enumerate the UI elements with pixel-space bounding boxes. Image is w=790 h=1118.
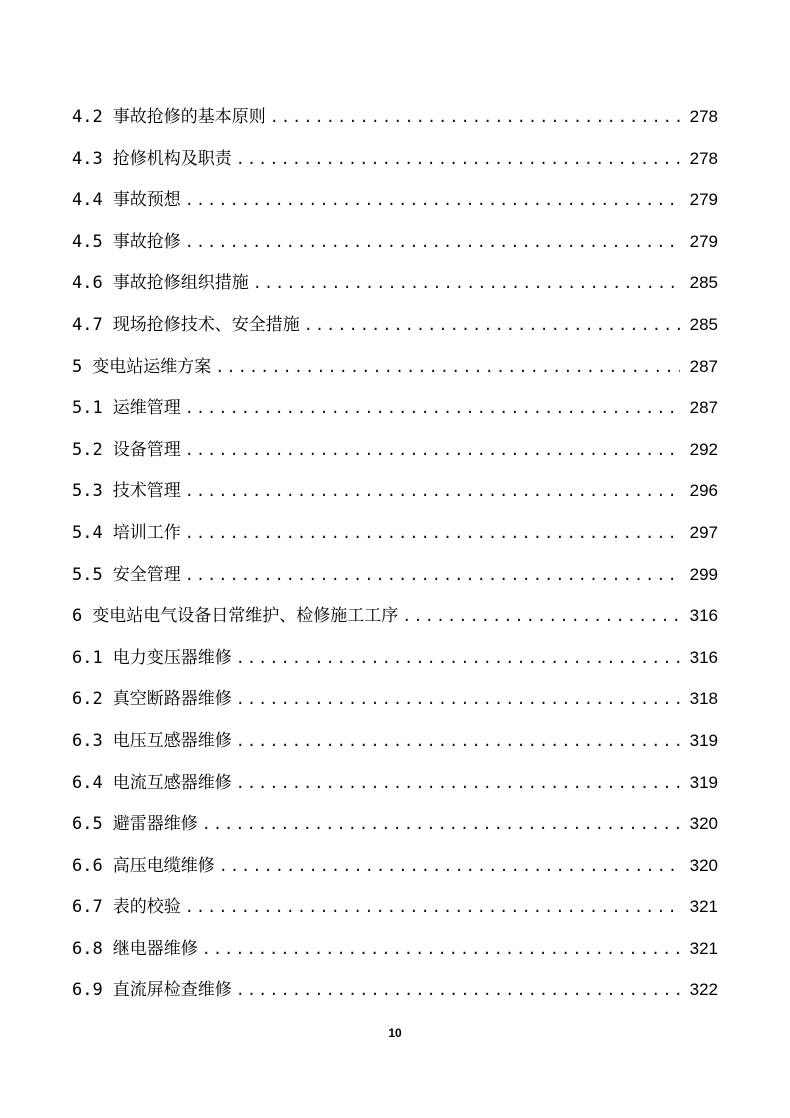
- toc-section-title: 真空断路器维修: [112, 689, 232, 710]
- toc-page-number: 287: [689, 356, 718, 376]
- toc-dot-leader: [215, 347, 680, 389]
- toc-page-number: 285: [689, 314, 718, 334]
- toc-section-number: 4.7: [72, 314, 103, 335]
- toc-entry-label: [72, 305, 300, 347]
- toc-entry[interactable]: [72, 138, 718, 180]
- toc-entry[interactable]: [72, 678, 718, 720]
- toc-section-number: 6.8: [72, 938, 103, 959]
- toc-dot-leader: [185, 430, 680, 472]
- toc-page-number: 320: [689, 855, 718, 875]
- toc-page-number: 321: [689, 897, 718, 917]
- toc-section-number: 4.4: [72, 190, 103, 211]
- toc-page-number: 296: [689, 481, 718, 501]
- toc-page-number: 279: [689, 190, 718, 210]
- toc-dot-leader: [402, 596, 680, 638]
- toc-section-number: 5.4: [72, 522, 103, 543]
- toc-page-number: 321: [689, 938, 718, 958]
- toc-page-number: 279: [689, 231, 718, 251]
- toc-section-number: 6.6: [72, 855, 103, 876]
- toc-dot-leader: [236, 679, 680, 721]
- toc-section-number: 5: [72, 356, 83, 377]
- toc-page-number: 297: [689, 522, 718, 542]
- toc-entry[interactable]: [72, 346, 718, 388]
- toc-dot-leader: [185, 555, 680, 597]
- toc-entry-label: [72, 763, 232, 805]
- toc-page-number: 322: [689, 980, 718, 1000]
- toc-dot-leader: [236, 763, 680, 805]
- toc-section-title: 表的校验: [112, 897, 181, 918]
- toc-section-title: 运维管理: [112, 398, 181, 419]
- toc-entry[interactable]: [72, 969, 718, 1011]
- toc-dot-leader: [185, 513, 680, 555]
- toc-entry[interactable]: [72, 803, 718, 845]
- toc-section-number: 4.5: [72, 231, 103, 252]
- toc-section-title: 高压电缆维修: [112, 855, 215, 876]
- toc-entry-label: [72, 430, 181, 472]
- toc-dot-leader: [236, 638, 680, 680]
- toc-entry[interactable]: [72, 845, 718, 887]
- toc-entry[interactable]: [72, 595, 718, 637]
- toc-dot-leader: [202, 929, 680, 971]
- toc-page-number: 316: [689, 606, 718, 626]
- toc-entry[interactable]: [72, 387, 718, 429]
- toc-section-number: 5.1: [72, 398, 103, 419]
- toc-section-title: 变电站电气设备日常维护、检修施工工序: [92, 606, 399, 627]
- toc-entry-label: [72, 471, 181, 513]
- toc-entry-label: [72, 97, 266, 139]
- toc-page-number: 318: [689, 689, 718, 709]
- toc-page-number: 278: [689, 148, 718, 168]
- table-of-contents: [72, 96, 718, 1011]
- toc-section-number: 4.2: [72, 107, 103, 127]
- toc-entry[interactable]: [72, 886, 718, 928]
- toc-entry-label: [72, 513, 181, 555]
- toc-dot-leader: [185, 388, 680, 430]
- toc-entry[interactable]: [72, 470, 718, 512]
- toc-entry-label: [72, 887, 181, 929]
- toc-section-number: 4.6: [72, 273, 103, 294]
- toc-section-number: 6.5: [72, 814, 103, 835]
- toc-section-title: 技术管理: [112, 481, 181, 502]
- toc-dot-leader: [304, 305, 680, 347]
- toc-section-title: 现场抢修技术、安全措施: [112, 314, 300, 335]
- toc-page-number: 299: [689, 564, 718, 584]
- toc-entry[interactable]: [72, 554, 718, 596]
- toc-entry[interactable]: [72, 262, 718, 304]
- toc-entry[interactable]: [72, 762, 718, 804]
- toc-section-number: 6.2: [72, 689, 103, 710]
- toc-entry[interactable]: [72, 304, 718, 346]
- toc-entry[interactable]: [72, 928, 718, 970]
- toc-section-number: 6.3: [72, 730, 103, 751]
- toc-section-title: 事故抢修的基本原则: [112, 107, 266, 127]
- toc-section-number: 4.3: [72, 148, 103, 169]
- toc-section-number: 6.7: [72, 897, 103, 918]
- toc-page-number: 285: [689, 273, 718, 293]
- toc-page-number: 292: [689, 439, 718, 459]
- toc-dot-leader: [236, 970, 680, 1012]
- toc-section-title: 继电器维修: [112, 938, 198, 959]
- toc-section-title: 抢修机构及职责: [112, 148, 232, 169]
- toc-page-number: 319: [689, 772, 718, 792]
- toc-entry[interactable]: [72, 179, 718, 221]
- toc-section-title: 事故抢修: [112, 231, 181, 252]
- toc-section-number: 5.2: [72, 439, 103, 460]
- toc-entry-label: [72, 263, 249, 305]
- toc-section-number: 5.3: [72, 481, 103, 502]
- page-number-footer: 10: [388, 1026, 402, 1040]
- toc-dot-leader: [236, 139, 680, 181]
- toc-page-number: 316: [689, 647, 718, 667]
- toc-section-number: 5.5: [72, 564, 103, 585]
- toc-dot-leader: [253, 263, 680, 305]
- toc-dot-leader: [185, 887, 680, 929]
- toc-entry-label: [72, 846, 215, 888]
- toc-section-title: 事故预想: [112, 190, 181, 211]
- toc-entry-label: [72, 139, 232, 181]
- toc-entry[interactable]: [72, 637, 718, 679]
- toc-entry-label: [72, 388, 181, 430]
- toc-entry-label: [72, 804, 198, 846]
- toc-dot-leader: [185, 471, 680, 513]
- toc-dot-leader: [185, 222, 680, 264]
- toc-dot-leader: [270, 97, 680, 139]
- toc-entry[interactable]: [72, 429, 718, 471]
- toc-section-title: 直流屏检查维修: [112, 980, 232, 1001]
- toc-section-title: 事故抢修组织措施: [112, 273, 249, 294]
- toc-page-number: 278: [689, 107, 718, 126]
- toc-section-title: 电力变压器维修: [112, 647, 232, 668]
- toc-dot-leader: [236, 721, 680, 763]
- toc-dot-leader: [202, 804, 680, 846]
- toc-dot-leader: [185, 180, 680, 222]
- toc-section-title: 电压互感器维修: [112, 730, 232, 751]
- toc-entry[interactable]: [72, 96, 718, 138]
- toc-section-number: 6: [72, 606, 83, 627]
- toc-entry-label: [72, 929, 198, 971]
- toc-entry-label: [72, 347, 211, 389]
- toc-page-number: 287: [689, 398, 718, 418]
- toc-page-number: 320: [689, 814, 718, 834]
- toc-entry-label: [72, 679, 232, 721]
- toc-entry-label: [72, 638, 232, 680]
- toc-section-title: 电流互感器维修: [112, 772, 232, 793]
- toc-entry[interactable]: [72, 720, 718, 762]
- toc-section-title: 培训工作: [112, 522, 181, 543]
- toc-entry-label: [72, 721, 232, 763]
- toc-entry[interactable]: [72, 512, 718, 554]
- toc-entry-label: [72, 596, 398, 638]
- toc-section-number: 6.1: [72, 647, 103, 668]
- toc-section-title: 避雷器维修: [112, 814, 198, 835]
- toc-entry-label: [72, 555, 181, 597]
- toc-section-title: 设备管理: [112, 439, 181, 460]
- toc-entry-label: [72, 222, 181, 264]
- toc-entry[interactable]: [72, 221, 718, 263]
- toc-section-number: 6.9: [72, 980, 103, 1001]
- toc-page-number: 319: [689, 730, 718, 750]
- toc-section-number: 6.4: [72, 772, 103, 793]
- toc-dot-leader: [219, 846, 680, 888]
- toc-section-title: 安全管理: [112, 564, 181, 585]
- toc-section-title: 变电站运维方案: [92, 356, 212, 377]
- toc-entry-label: [72, 970, 232, 1012]
- toc-entry-label: [72, 180, 181, 222]
